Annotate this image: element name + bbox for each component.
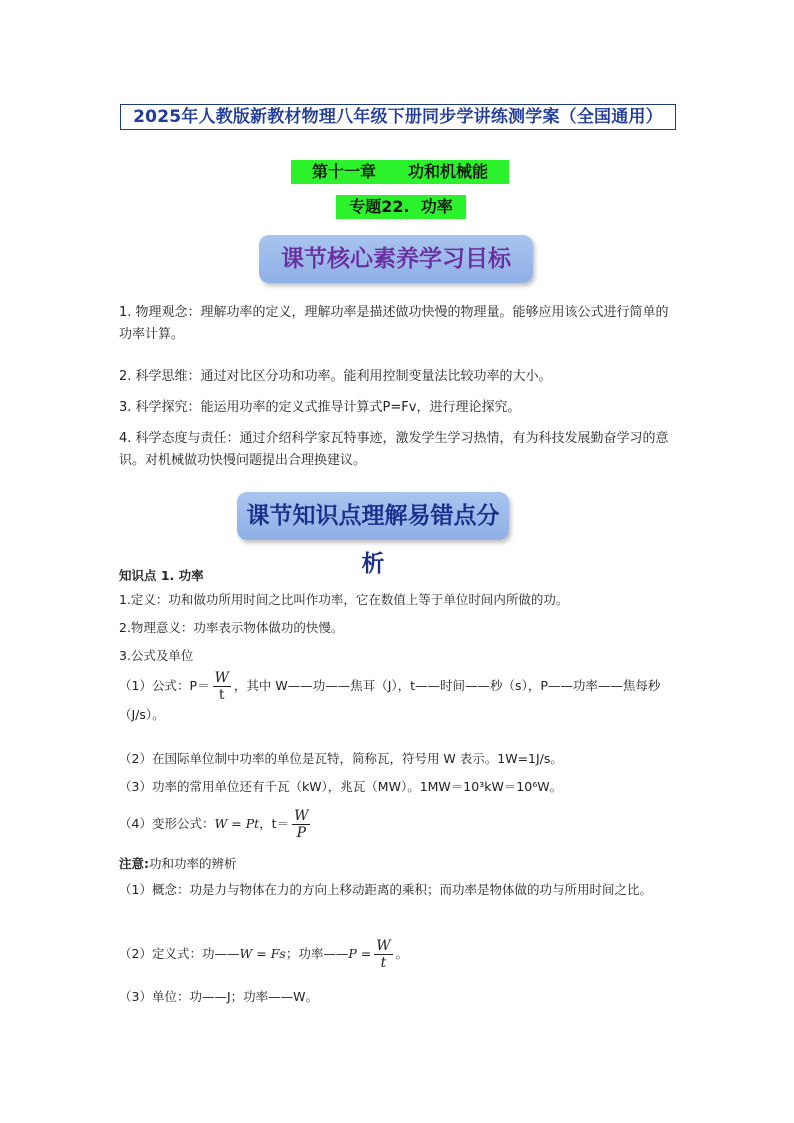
note-2 <box>119 936 677 972</box>
definition-text: 1.定义：功和做功所用时间之比叫作功率，它在数值上等于单位时间内所做的功。 <box>119 592 569 607</box>
fraction-denominator: P <box>296 825 306 841</box>
fraction-denominator: t <box>218 687 225 703</box>
fraction-numerator: W <box>376 938 391 954</box>
note-2-suffix: 。 <box>395 946 409 961</box>
topic-heading: 专题22. 功率 <box>336 195 466 219</box>
formula-4-prefix: （4）变形公式： <box>119 816 215 831</box>
formula-1 <box>119 670 677 727</box>
formula-2: （2）在国际单位制中功率的单位是瓦特，简称瓦，符号用 W 表示。1W=1J/s。 <box>119 751 563 766</box>
meaning-text: 2.物理意义：功率表示物体做功的快慢。 <box>119 620 344 635</box>
power-symbol: P = <box>348 946 372 961</box>
knowledge-point-title: 知识点 1. 功率 <box>119 568 204 583</box>
formula-3: （3）功率的常用单位还有千瓦（kW），兆瓦（MW）。1MW＝10³kW＝10⁶W。 <box>119 779 563 794</box>
knowledge-points-banner: 课节知识点理解易错点分析 <box>237 492 509 540</box>
learning-goals-banner: 课节核心素养学习目标 <box>259 235 533 283</box>
power-fraction <box>213 670 231 703</box>
power-definition-fraction <box>374 938 392 971</box>
note-2-mid: ；功率—— <box>285 946 349 961</box>
fraction-numerator: W <box>214 670 229 686</box>
formula-4 <box>119 806 677 842</box>
fraction-denominator: t <box>380 955 387 971</box>
document-title: 2025年人教版新教材物理八年级下册同步学讲练测学案（全国通用） <box>120 104 676 130</box>
goal-3: 3. 科学探究：能运用功率的定义式推导计算式P=Fv，进行理论探究。 <box>119 400 521 415</box>
note-3: （3）单位：功——J；功率——W。 <box>119 989 318 1004</box>
formula-1-prefix: （1）公式：P＝ <box>119 678 210 693</box>
formula-4-mid: ，t＝ <box>259 816 290 831</box>
goal-1: 1. 物理观念：理解功率的定义，理解功率是描述做功快慢的物理量。能够应用该公式进行简单的功率计算。 <box>119 305 669 342</box>
work-definition: W = Fs <box>239 946 286 961</box>
note-title: 功和功率的辨析 <box>149 856 237 871</box>
note-heading <box>119 853 677 875</box>
fraction-numerator: W <box>294 808 309 824</box>
note-label: 注意: <box>119 856 149 871</box>
chapter-heading: 第十一章 功和机械能 <box>291 160 509 184</box>
note-2-prefix: （2）定义式：功—— <box>119 946 240 961</box>
formula-1-suffix: ，其中 W——功——焦耳（J），t——时间——秒（s），P——功率——焦每秒（J/s）。 <box>119 678 661 722</box>
formula-heading: 3.公式及单位 <box>119 648 194 663</box>
note-1: （1）概念：功是力与物体在力的方向上移动距离的乘积；而功率是物体做的功与所用时间之比。 <box>119 882 652 897</box>
work-equation: W = Pt <box>214 816 260 831</box>
time-fraction <box>292 808 310 841</box>
goal-4: 4. 科学态度与责任：通过介绍科学家瓦特事迹，激发学生学习热情，有为科技发展勤奋学习的意识。对机械做功快慢问题提出合理换建议。 <box>119 431 669 468</box>
goal-2: 2. 科学思维：通过对比区分功和功率。能利用控制变量法比较功率的大小。 <box>119 369 552 384</box>
